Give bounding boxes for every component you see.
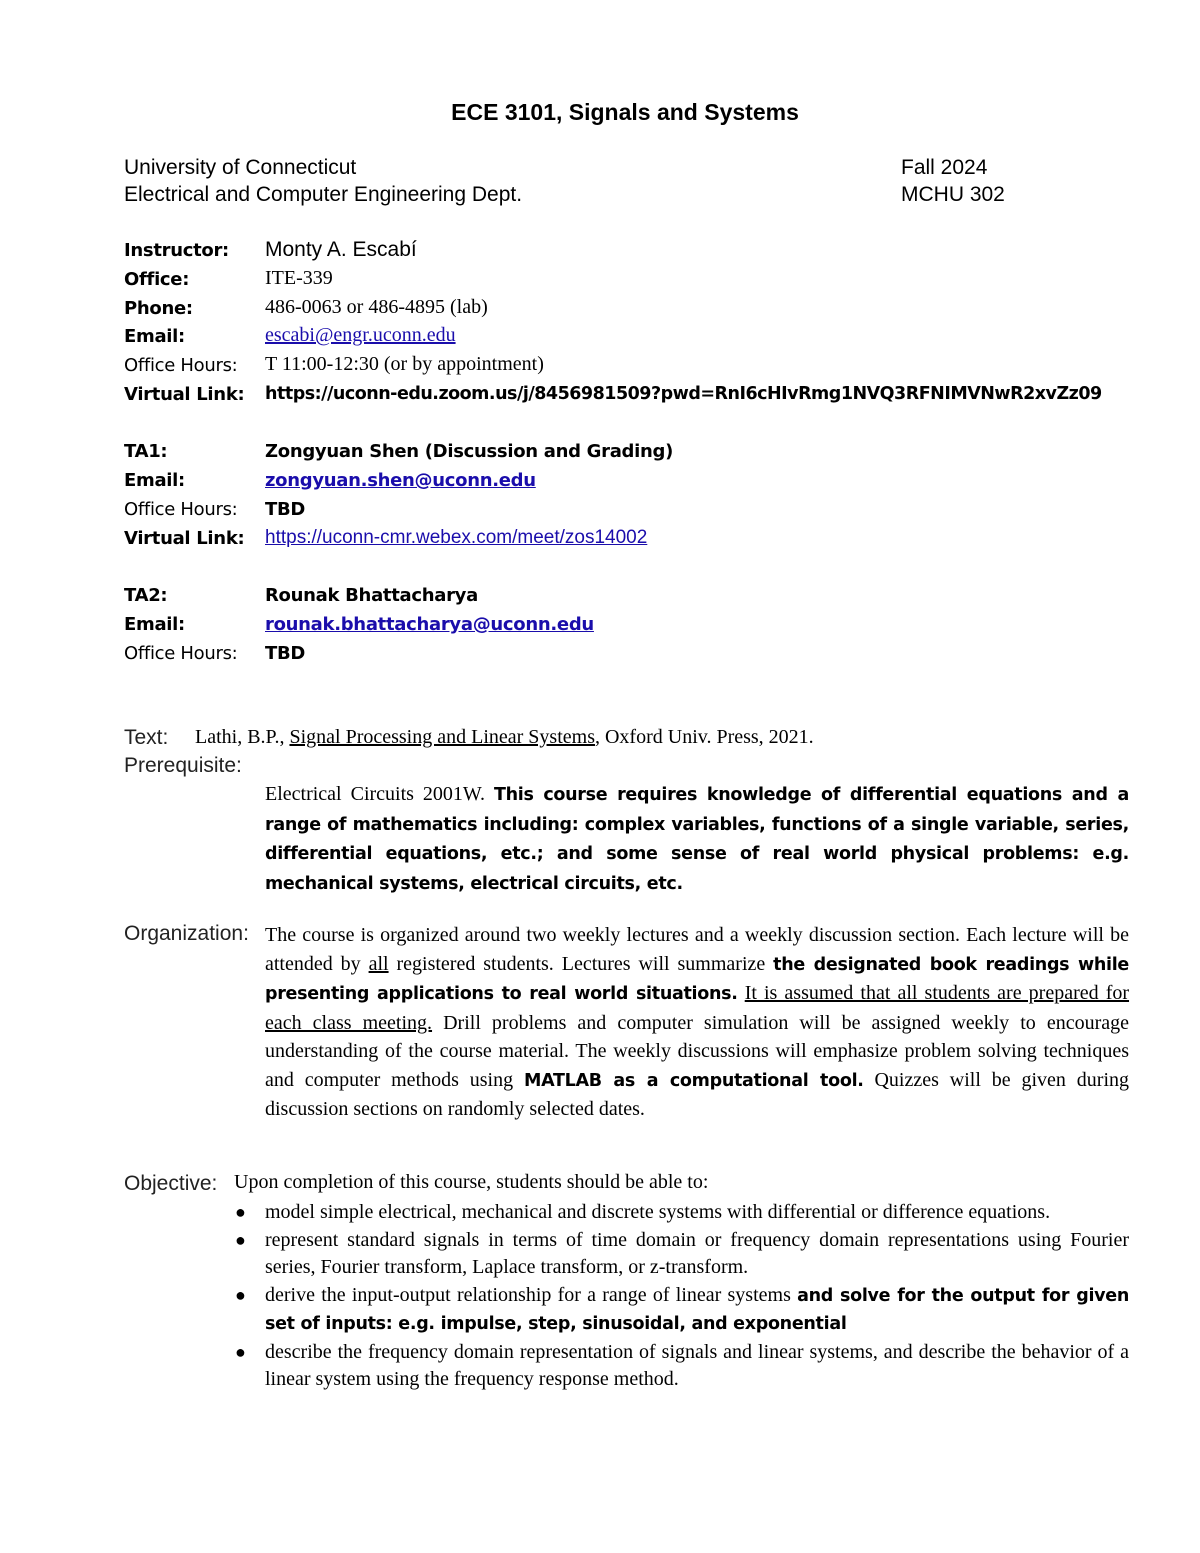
objective-item-3-bold: and solve for the output for given set of inputs: e.g. impulse, step, sinusoidal, and exponential [265,1285,1129,1334]
page-title: ECE 3101, Signals and Systems [451,99,799,125]
objective-item [235,1227,1129,1282]
ta1-name: Zongyuan Shen (Discussion and Grading) [265,441,674,462]
text-label: Text: [124,726,169,749]
ta1-office-hours-value: TBD [265,499,306,520]
virtual-link-label: Virtual Link: [124,384,245,405]
organization-text-4: Drill problems and computer simulation will be assigned weekly to encourage understanding of the course material. The weekly discussions will emphasize problem solving techniques and computer methods using [265,1011,1130,1091]
bullet-icon: ● [235,1341,246,1362]
objective-intro: Upon completion of this course, students should be able to: [234,1171,709,1193]
instructor-virtual-link[interactable]: https://uconn-edu.zoom.us/j/8456981509?pwd=RnI6cHIvRmg1NVQ3RFNIMVNwR2xvZz09 [265,384,1102,404]
office-hours-label: Office Hours: [124,355,238,376]
department-name: Electrical and Computer Engineering Dept. [124,183,523,206]
room: MCHU 302 [901,183,1005,206]
term: Fall 2024 [901,156,988,179]
organization-text-1: The course is organized around two weekly lectures and a weekly discussion section. Each lecture will be attended by [265,924,1129,975]
objective-item-1-text: model simple electrical, mechanical and discrete systems with differential or difference equations. [265,1201,1051,1223]
bullet-icon: ● [235,1202,246,1222]
ta1-email-label: Email: [124,470,185,491]
prerequisite-paragraph [265,780,1129,898]
objective-item-4-text: describe the frequency domain representation of signals and linear systems, and describe the behavior of a linear system using the frequency response method. [265,1340,1129,1390]
university-name: University of Connecticut [124,156,357,179]
instructor-label: Instructor: [124,240,229,261]
ta2-email-label: Email: [124,614,185,635]
ta1-virtual-link[interactable]: https://uconn-cmr.webex.com/meet/zos14002 [265,527,648,548]
email-label: Email: [124,326,185,347]
objective-item [235,1339,1129,1394]
organization-paragraph [265,921,1129,1124]
objective-list [235,1199,1129,1394]
organization-text-3 [738,982,745,1004]
ta1-virtual-link-label: Virtual Link: [124,528,245,549]
office-label: Office: [124,269,190,290]
ta2-office-hours-value: TBD [265,643,306,664]
instructor-name: Monty A. Escabí [265,238,417,261]
ta2-label: TA2: [124,585,168,606]
textbook-author: Lathi, B.P., [195,726,290,748]
objective-item-2-text: represent standard signals in terms of time domain or frequency domain representations using Fourier series, Fourier transform, Laplace transform, or z-transform. [265,1228,1129,1278]
objective-item-3-text: derive the input-output relationship for a range of linear systems [265,1283,798,1306]
ta2-email-link[interactable]: rounak.bhattacharya@uconn.edu [265,614,594,635]
bullet-icon: ● [235,1229,246,1250]
organization-text-5: Quizzes will be given during discussion sections on randomly selected dates. [265,1068,1129,1120]
textbook-title: Signal Processing and Linear Systems [289,726,595,748]
ta1-email-link[interactable]: zongyuan.shen@uconn.edu [265,470,536,491]
phone-value: 486-0063 or 486-4895 (lab) [265,296,488,318]
textbook-publisher: , Oxford Univ. Press, 2021. [594,726,814,748]
office-value: ITE-339 [265,267,333,289]
organization-underlined: It is assumed that all students are prepared for each class meeting. [265,982,1130,1034]
instructor-email-link[interactable]: escabi@engr.uconn.edu [265,324,456,346]
organization-bold-2: MATLAB as a computational tool. [523,1070,864,1091]
prerequisite-course: Electrical Circuits 2001W. [265,783,494,805]
organization-label: Organization: [124,922,249,945]
objective-item [235,1282,1129,1339]
office-hours-value: T 11:00-12:30 (or by appointment) [265,353,544,375]
objective-item [235,1199,1129,1227]
textbook-line [195,726,814,749]
organization-bold-1: the designated book readings while presenting applications to real world situations. [265,954,1129,1004]
ta2-name: Rounak Bhattacharya [265,585,478,606]
ta1-office-hours-label: Office Hours: [124,499,238,520]
ta2-office-hours-label: Office Hours: [124,643,238,664]
phone-label: Phone: [124,298,193,319]
prerequisite-label: Prerequisite: [124,754,242,777]
objective-label: Objective: [124,1172,218,1195]
bullet-icon: ● [235,1284,246,1305]
prerequisite-details: This course requires knowledge of differential equations and a range of mathematics including: complex variables, functions of a single variable, series, differential equations, etc.; and some sense of real world physical problems: e.g. mechanical systems, electrical circuits, etc. [265,785,1129,894]
ta1-label: TA1: [124,441,168,462]
organization-text-2: registered students. Lectures will summarize [388,952,774,975]
organization-all: all [368,952,389,975]
